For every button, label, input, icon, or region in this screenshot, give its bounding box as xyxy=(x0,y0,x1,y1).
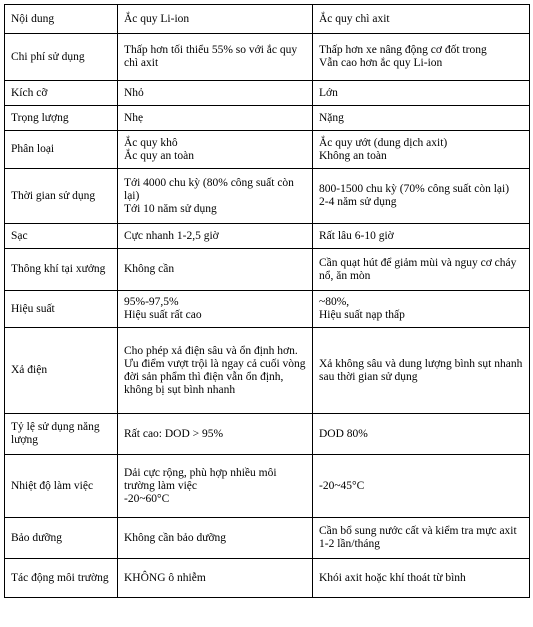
table-cell: Dải cực rộng, phù hợp nhiều môi trường làm việc -20~60°C xyxy=(118,455,313,518)
table-row xyxy=(5,224,530,249)
table-cell: Phân loại xyxy=(5,131,118,169)
table-cell: ~80%, Hiệu suất nạp thấp xyxy=(313,291,530,328)
table-cell: Nhỏ xyxy=(118,81,313,106)
header-cell: Nội dung xyxy=(5,5,118,34)
table-cell: Rất lâu 6-10 giờ xyxy=(313,224,530,249)
table-cell: Cho phép xả điện sâu và ổn định hơn. Ưu điểm vượt trội là ngay cả cuối vòng đời sản phẩm thì điện vẫn ổn định, không bị sụt bình nhanh xyxy=(118,328,313,414)
table-cell: Xả điện xyxy=(5,328,118,414)
table-cell: Nhẹ xyxy=(118,106,313,131)
table-row xyxy=(5,518,530,559)
table-cell: Không cần xyxy=(118,249,313,291)
table-cell: Kích cỡ xyxy=(5,81,118,106)
table-cell: Xả không sâu và dung lượng bình sụt nhanh sau thời gian sử dụng xyxy=(313,328,530,414)
table-row xyxy=(5,291,530,328)
table-cell: 95%-97,5% Hiệu suất rất cao xyxy=(118,291,313,328)
table-cell: Ắc quy khô Ắc quy an toàn xyxy=(118,131,313,169)
table-row xyxy=(5,131,530,169)
table-cell: Chi phí sử dụng xyxy=(5,34,118,81)
table-row xyxy=(5,81,530,106)
table-cell: Sạc xyxy=(5,224,118,249)
table-cell: Thấp hơn xe nâng động cơ đốt trong Vẫn cao hơn ắc quy Li-ion xyxy=(313,34,530,81)
table-cell: KHÔNG ô nhiễm xyxy=(118,559,313,598)
table-cell: Ắc quy ướt (dung dịch axit) Không an toàn xyxy=(313,131,530,169)
table-header-row xyxy=(5,5,530,34)
table-cell: Cần bổ sung nước cất và kiểm tra mực axit 1-2 lần/tháng xyxy=(313,518,530,559)
table-cell: Thời gian sử dụng xyxy=(5,169,118,224)
table-row xyxy=(5,559,530,598)
header-cell: Ắc quy Li-ion xyxy=(118,5,313,34)
table-cell: Rất cao: DOD > 95% xyxy=(118,414,313,455)
table-cell: Cần quạt hút để giảm mùi và nguy cơ cháy nổ, ăn mòn xyxy=(313,249,530,291)
table-cell: Tác động môi trường xyxy=(5,559,118,598)
table-row xyxy=(5,34,530,81)
table-cell: Nặng xyxy=(313,106,530,131)
table-row xyxy=(5,455,530,518)
table-cell: Nhiệt độ làm việc xyxy=(5,455,118,518)
table-cell: Cực nhanh 1-2,5 giờ xyxy=(118,224,313,249)
table-row xyxy=(5,106,530,131)
table-row xyxy=(5,328,530,414)
table-cell: Hiệu suất xyxy=(5,291,118,328)
table-row xyxy=(5,249,530,291)
table-cell: Lớn xyxy=(313,81,530,106)
table-cell: Thông khí tại xưởng xyxy=(5,249,118,291)
table-cell: Không cần bảo dưỡng xyxy=(118,518,313,559)
table-cell: Bảo dưỡng xyxy=(5,518,118,559)
table-cell: Thấp hơn tối thiểu 55% so với ắc quy chì axit xyxy=(118,34,313,81)
table-row xyxy=(5,169,530,224)
table-cell: Trọng lượng xyxy=(5,106,118,131)
comparison-table xyxy=(4,4,530,598)
table-cell: Tới 4000 chu kỳ (80% công suất còn lại) Tới 10 năm sử dụng xyxy=(118,169,313,224)
table-cell: DOD 80% xyxy=(313,414,530,455)
table-cell: 800-1500 chu kỳ (70% công suất còn lại) 2-4 năm sử dụng xyxy=(313,169,530,224)
table-cell: -20~45°C xyxy=(313,455,530,518)
header-cell: Ắc quy chì axit xyxy=(313,5,530,34)
table-row xyxy=(5,414,530,455)
table-cell: Khói axit hoặc khí thoát từ bình xyxy=(313,559,530,598)
table-cell: Tỷ lệ sử dụng năng lượng xyxy=(5,414,118,455)
